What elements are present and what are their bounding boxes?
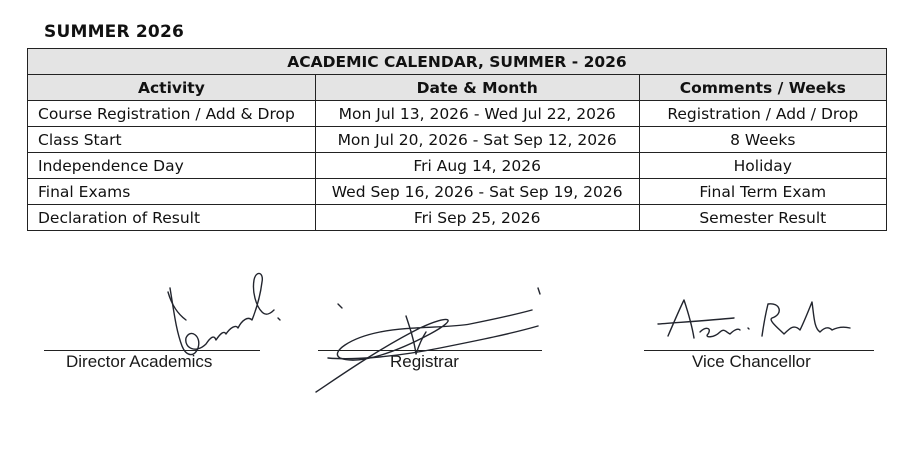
activity-cell: Independence Day [28,153,316,179]
column-header-activity: Activity [28,75,316,101]
table-row [28,205,887,231]
comment-cell: Semester Result [639,205,886,231]
date-cell: Fri Sep 25, 2026 [315,205,639,231]
activity-cell: Final Exams [28,179,316,205]
comment-cell: 8 Weeks [639,127,886,153]
registrar-label: Registrar [390,352,459,371]
date-cell: Fri Aug 14, 2026 [315,153,639,179]
table-row [28,153,887,179]
vice-chancellor-signature-line [644,350,874,351]
vice-chancellor-signature [654,292,864,348]
date-cell: Mon Jul 20, 2026 - Sat Sep 12, 2026 [315,127,639,153]
date-cell: Mon Jul 13, 2026 - Wed Jul 22, 2026 [315,101,639,127]
comment-cell: Holiday [639,153,886,179]
academic-calendar-table [27,48,887,231]
activity-cell: Course Registration / Add & Drop [28,101,316,127]
column-header-comments: Comments / Weeks [639,75,886,101]
table-row [28,179,887,205]
page-heading: SUMMER 2026 [44,22,185,42]
activity-cell: Class Start [28,127,316,153]
vice-chancellor-label: Vice Chancellor [692,352,811,371]
registrar-signature [310,288,550,418]
date-cell: Wed Sep 16, 2026 - Sat Sep 19, 2026 [315,179,639,205]
director-signature [150,262,290,382]
comment-cell: Registration / Add / Drop [639,101,886,127]
table-row [28,127,887,153]
comment-cell: Final Term Exam [639,179,886,205]
director-academics-label: Director Academics [66,352,213,371]
activity-cell: Declaration of Result [28,205,316,231]
column-header-date: Date & Month [315,75,639,101]
table-title-row [28,49,887,75]
table-row [28,101,887,127]
table-header-row [28,75,887,101]
table-title: ACADEMIC CALENDAR, SUMMER - 2026 [28,49,887,75]
